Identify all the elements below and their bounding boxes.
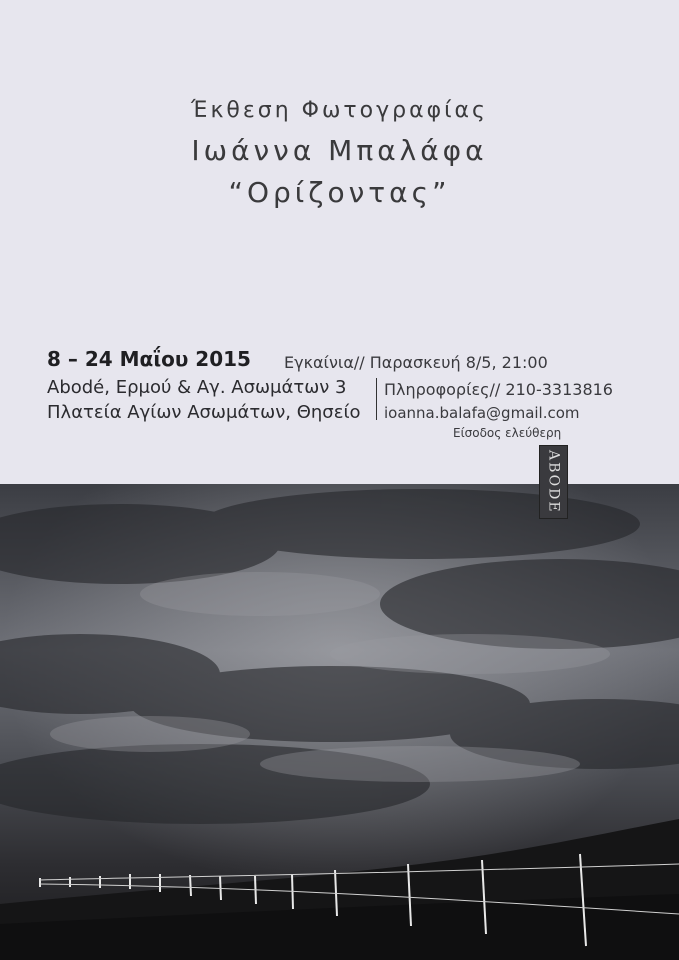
exhibition-title: “Ορίζοντας” [228, 176, 451, 209]
free-entry: Είσοδος ελεύθερη [453, 426, 562, 440]
divider [376, 378, 377, 420]
title-block [0, 96, 679, 214]
abode-logo [539, 445, 568, 519]
info-phone: Πληροφορίες// 210-3313816 [384, 380, 613, 399]
opening-info: Εγκαίνια// Παρασκευή 8/5, 21:00 [284, 353, 548, 372]
contact-email[interactable]: ioanna.balafa@gmail.com [384, 404, 580, 422]
address-line-1: Abodé, Ερμού & Αγ. Ασωμάτων 3 [47, 377, 347, 398]
exhibition-dates: 8 – 24 Μαΐου 2015 [47, 347, 251, 371]
logo-text: ABODE [545, 450, 562, 514]
stormy-sky-photo [0, 484, 679, 960]
artist-name: Ιωάννα Μπαλάφα [191, 134, 488, 167]
exhibition-label: Έκθεση Φωτογραφίας [191, 98, 488, 123]
address-line-2: Πλατεία Αγίων Ασωμάτων, Θησείο [47, 402, 361, 423]
